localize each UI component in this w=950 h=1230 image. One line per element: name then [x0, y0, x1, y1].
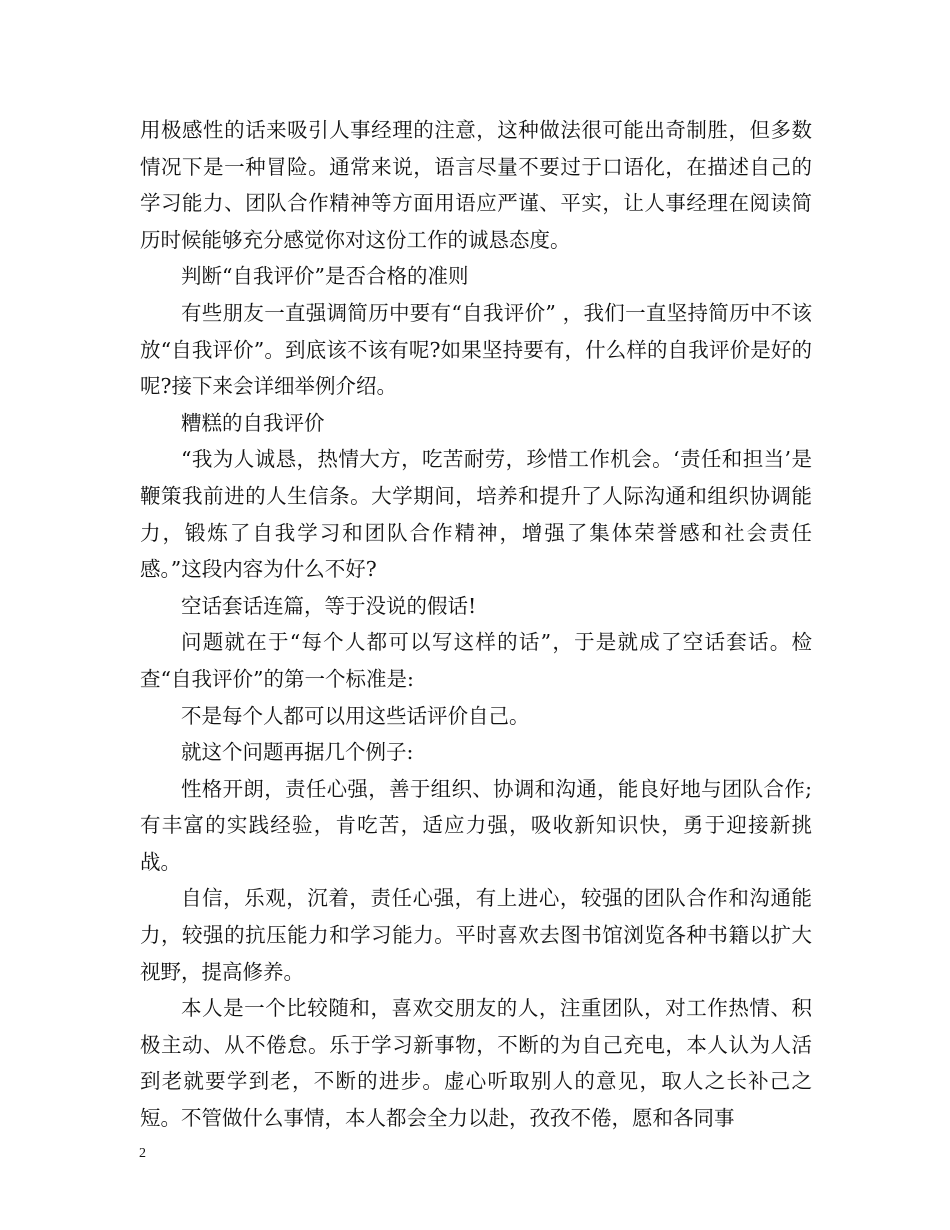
document-body: [140, 112, 812, 1137]
paragraph: 用极感性的话来吸引人事经理的注意，这种做法很可能出奇制胜，但多数情况下是一种冒险。通常来说，语言尽量不要过于口语化，在描述自己的学习能力、团队合作精神等方面用语应严谨、平实，让人事经理在阅读简历时候能够充分感觉你对这份工作的诚恳态度。: [140, 118, 812, 252]
paragraph: 就这个问题再据几个例子:: [181, 740, 414, 765]
paragraph: 性格开朗，责任心强，善于组织、协调和沟通，能良好地与团队合作;有丰富的实践经验，肯吃苦，适应力强，吸收新知识快，勇于迎接新挑战。: [140, 776, 812, 874]
paragraph: 本人是一个比较随和，喜欢交朋友的人，注重团队，对工作热情、积极主动、从不倦怠。乐于学习新事物，不断的为自己充电，本人认为人活到老就要学到老，不断的进步。虚心听取别人的意见，取人之长补己之短。不管做什么事情，本人都会全力以赴，孜孜不倦，愿和各同事: [140, 996, 812, 1131]
paragraph: 空话套话连篇，等于没说的假话!: [181, 593, 477, 618]
paragraph: “我为人诚恳，热情大方，吃苦耐劳，珍惜工作机会。‘责任和担当’是鞭策我前进的人生信条。大学期间，培养和提升了人际沟通和组织协调能力，锻炼了自我学习和团队合作精神，增强了集体荣誉感和社会责任感。”这段内容为什么不好?: [140, 447, 812, 582]
paragraph: 有些朋友一直强调简历中要有“自我评价” ，我们一直坚持简历中不该放“自我评价”。到底该不该有呢?如果坚持要有，什么样的自我评价是好的呢?接下来会详细举例介绍。: [140, 300, 812, 399]
paragraph: 自信，乐观，沉着，责任心强，有上进心，较强的团队合作和沟通能力，较强的抗压能力和学习能力。平时喜欢去图书馆浏览各种书籍以扩大视野，提高修养。: [140, 886, 812, 984]
paragraph: 糟糕的自我评价: [181, 410, 325, 435]
paragraph: 问题就在于“每个人都可以写这样的话”，于是就成了空话套话。检查“自我评价”的第一个标准是:: [140, 630, 812, 691]
page-number: 2: [139, 1146, 146, 1161]
paragraph: 判断“自我评价”是否合格的准则: [181, 264, 469, 289]
paragraph: 不是每个人都可以用这些话评价自己。: [181, 703, 530, 728]
